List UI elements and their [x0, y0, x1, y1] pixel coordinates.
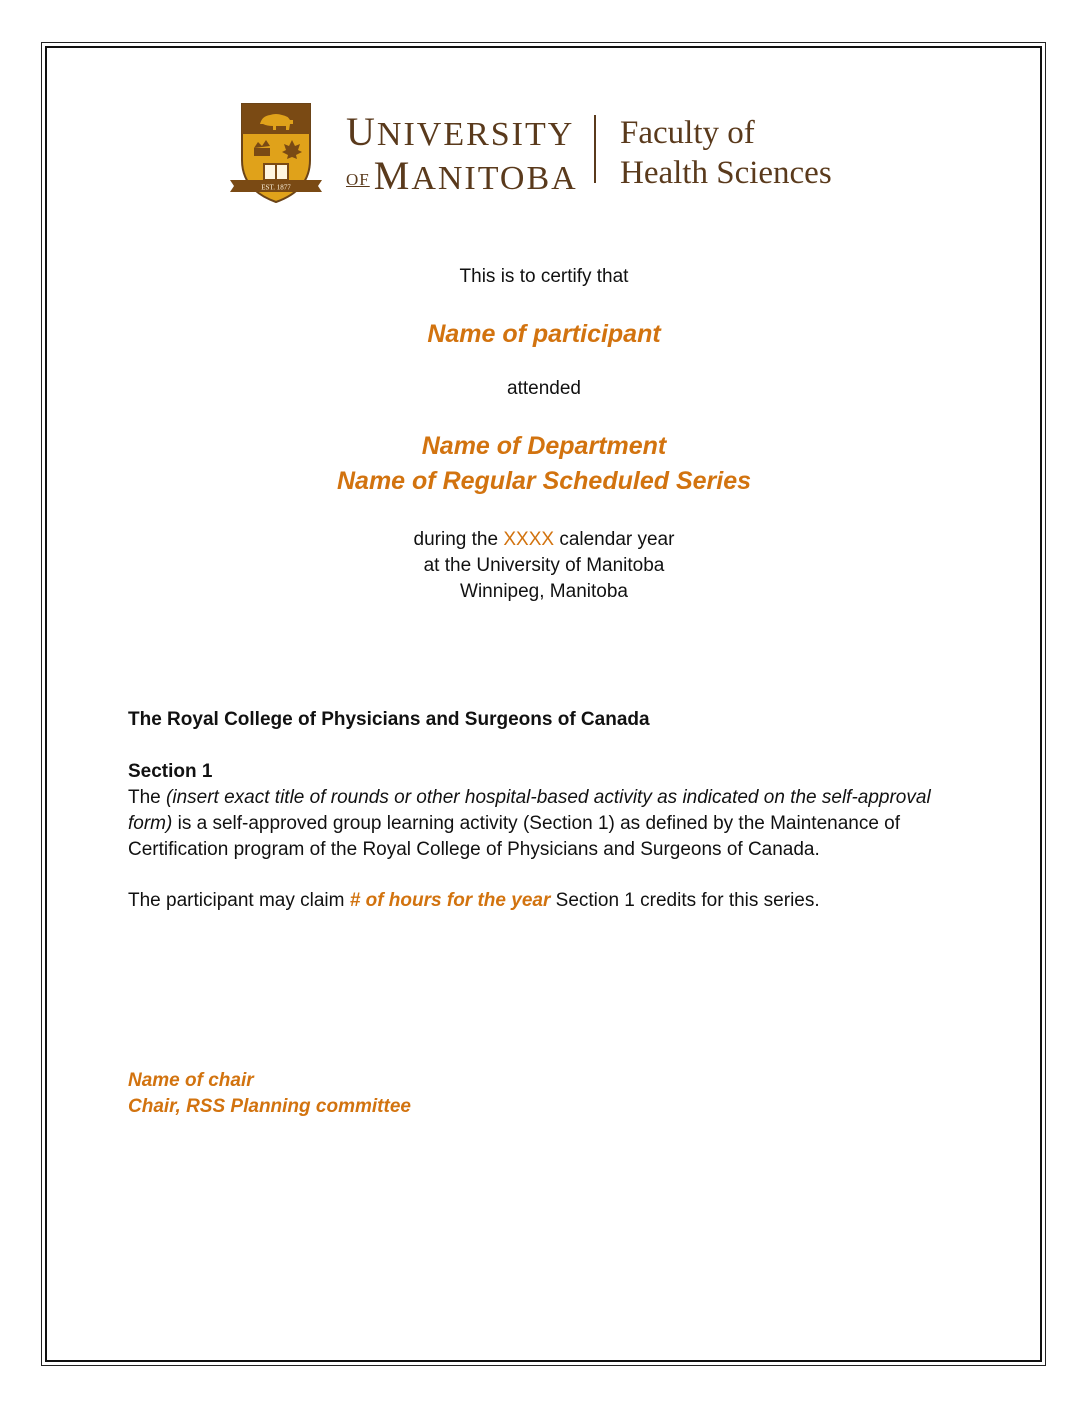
para-rest-line2: is a self-approved group learning activity (Section 1) as defined by the Maintenance of [177, 813, 901, 834]
section1-block [128, 759, 968, 863]
crest-banner-text: EST. 1877 [261, 183, 291, 192]
certificate-inner-border [45, 46, 1042, 1362]
chair-name: Name of chair [128, 1070, 254, 1091]
series-name: Name of Regular Scheduled Series [336, 467, 752, 495]
claim-prefix: The participant may claim [128, 890, 345, 911]
section-para-line1 [128, 785, 968, 811]
logo-divider [594, 115, 596, 183]
faculty-line1: Faculty of [620, 115, 755, 151]
chair-title: Chair, RSS Planning committee [128, 1096, 411, 1117]
wordmark-of: OF [346, 170, 370, 189]
wordmark-m: M [373, 153, 412, 198]
wordmark-u: U [346, 109, 377, 154]
year-placeholder: XXXX [503, 529, 555, 550]
location-line2: Winnipeg, Manitoba [460, 581, 628, 602]
section-para-line2 [128, 811, 968, 837]
university-wordmark [346, 109, 578, 198]
date-location-block [0, 527, 1088, 605]
during-line [0, 527, 1088, 553]
para-insert-line2: form) [128, 813, 173, 834]
faculty-line2: Health Sciences [620, 155, 832, 191]
certify-text: This is to certify that [459, 266, 629, 287]
faculty-name [620, 113, 832, 193]
para-insert-line1: (insert exact title of rounds or other hospital-based activity as indicated on the self-approval [166, 787, 931, 808]
signature-block [128, 1068, 968, 1120]
para-the: The [128, 787, 161, 808]
wordmark-anitoba: ANITOBA [411, 160, 578, 197]
department-name: Name of Department [421, 432, 667, 460]
section-heading: Section 1 [128, 761, 213, 782]
during-suffix: calendar year [559, 529, 675, 550]
location-line1: at the University of Manitoba [423, 555, 665, 576]
university-crest-logo [230, 102, 322, 204]
attended-text: attended [507, 378, 581, 399]
section-para-line3: Certification program of the Royal College of Physicians and Surgeons of Canada. [128, 839, 820, 860]
during-prefix: during the [413, 529, 499, 550]
participant-name: Name of participant [427, 320, 661, 348]
wordmark-niversity: NIVERSITY [376, 116, 575, 153]
college-heading: The Royal College of Physicians and Surgeons of Canada [128, 709, 650, 730]
claim-line [128, 888, 968, 914]
claim-hours: # of hours for the year [349, 890, 551, 911]
claim-suffix: Section 1 credits for this series. [555, 890, 820, 911]
